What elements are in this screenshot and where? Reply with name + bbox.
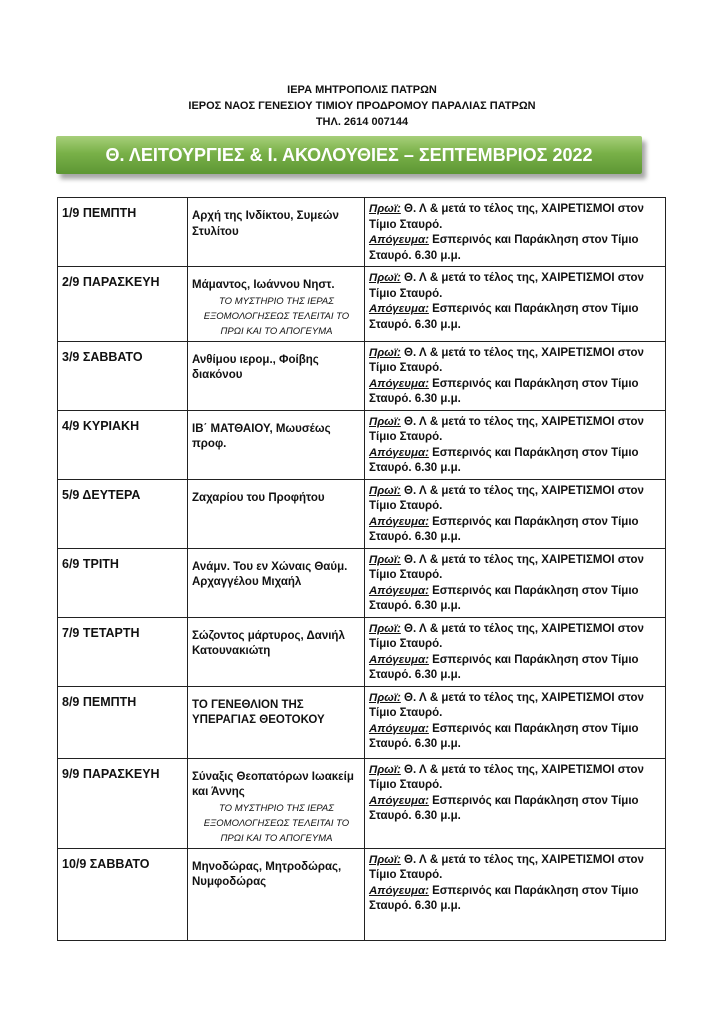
schedule-row (58, 198, 666, 267)
metropolis-name: ΙΕΡΑ ΜΗΤΡΟΠΟΛΙΣ ΠΑΤΡΩΝ (287, 84, 437, 96)
evening-label: Απόγευμα: (369, 446, 429, 459)
day-cell: 6/9 ΤΡΙΤΗ (58, 548, 188, 617)
day-cell: 3/9 ΣΑΒΒΑΤΟ (58, 341, 188, 410)
saint-cell (188, 267, 365, 342)
day-cell: 1/9 ΠΕΜΠΤΗ (58, 198, 188, 267)
services-cell (365, 341, 666, 410)
services-cell (365, 548, 666, 617)
saint-name: Μάμαντος, Ιωάννου Νηστ. (192, 279, 335, 291)
services-cell (365, 686, 666, 758)
day-cell: 2/9 ΠΑΡΑΣΚΕΥΗ (58, 267, 188, 342)
saint-cell (188, 758, 365, 848)
services-cell (365, 479, 666, 548)
evening-label: Απόγευμα: (369, 584, 429, 597)
saint-cell (188, 548, 365, 617)
morning-label: Πρωϊ: (369, 484, 401, 497)
saint-name: Σώζοντος μάρτυρος, Δανιήλ Κατουνακιώτη (192, 629, 345, 657)
day-cell: 7/9 ΤΕΤΑΡΤΗ (58, 617, 188, 686)
evening-service (369, 884, 662, 915)
morning-service (369, 271, 662, 302)
evening-text: Εσπερινός και Παράκληση στον Τίμιο Σταυρό. 6.30 μ.μ. (369, 653, 639, 681)
evening-text: Εσπερινός και Παράκληση στον Τίμιο Σταυρό. 6.30 μ.μ. (369, 234, 639, 262)
saint-cell (188, 410, 365, 479)
evening-text: Εσπερινός και Παράκληση στον Τίμιο Σταυρό. 6.30 μ.μ. (369, 722, 639, 750)
phone-number: ΤΗΛ. 2614 007144 (315, 116, 409, 128)
morning-label: Πρωϊ: (369, 272, 401, 284)
saint-name: Ανάμν. Του εν Χώναις Θαύμ. Αρχαγγέλου Μιχαήλ (192, 560, 348, 588)
saint-name: Ανθίμου ιερομ., Φοίβης διακόνου (192, 353, 319, 381)
morning-service (369, 622, 662, 653)
evening-label: Απόγευμα: (369, 377, 429, 390)
morning-text: Θ. Λ & μετά το τέλος της, ΧΑΙΡΕΤΙΣΜΟΙ στον Τίμιο Σταυρό. (369, 763, 644, 791)
confession-note: ΤΟ ΜΥΣΤΗΡΙΟ ΤΗΣ ΙΕΡΑΣ ΕΞΟΜΟΛΟΓΗΣΕΩΣ ΤΕΛΕΙΤΑΙ ΤΟ ΠΡΩΙ ΚΑΙ ΤΟ ΑΠΟΓΕΥΜΑ (203, 802, 350, 844)
morning-label: Πρωϊ: (369, 346, 401, 359)
morning-label: Πρωϊ: (369, 203, 401, 215)
schedule-row (58, 267, 666, 342)
morning-text: Θ. Λ & μετά το τέλος της, ΧΑΙΡΕΤΙΣΜΟΙ στον Τίμιο Σταυρό. (369, 272, 644, 300)
morning-service (369, 553, 662, 584)
evening-service (369, 722, 662, 753)
evening-service (369, 377, 662, 408)
schedule-row (58, 686, 666, 758)
morning-service (369, 202, 662, 233)
saint-name: ΤΟ ΓΕΝΕΘΛΙΟΝ ΤΗΣ ΥΠΕΡΑΓΙΑΣ ΘΕΟΤΟΚΟΥ (192, 698, 325, 726)
day-cell: 8/9 ΠΕΜΠΤΗ (58, 686, 188, 758)
morning-text: Θ. Λ & μετά το τέλος της, ΧΑΙΡΕΤΙΣΜΟΙ στον Τίμιο Σταυρό. (369, 853, 644, 881)
day-cell: 5/9 ΔΕΥΤΕΡΑ (58, 479, 188, 548)
evening-text: Εσπερινός και Παράκληση στον Τίμιο Σταυρό. 6.30 μ.μ. (369, 794, 639, 822)
evening-service (369, 302, 662, 333)
evening-label: Απόγευμα: (369, 303, 429, 315)
evening-label: Απόγευμα: (369, 884, 429, 897)
morning-service (369, 484, 662, 515)
saint-cell (188, 341, 365, 410)
evening-text: Εσπερινός και Παράκληση στον Τίμιο Σταυρό. 6.30 μ.μ. (369, 884, 639, 912)
morning-service (369, 853, 662, 884)
saint-name: Αρχή της Ινδίκτου, Συμεών Στυλίτου (192, 210, 339, 238)
evening-label: Απόγευμα: (369, 234, 429, 246)
document-header (0, 82, 724, 130)
evening-service (369, 584, 662, 615)
morning-label: Πρωϊ: (369, 415, 401, 428)
morning-label: Πρωϊ: (369, 691, 401, 704)
schedule-row (58, 410, 666, 479)
morning-text: Θ. Λ & μετά το τέλος της, ΧΑΙΡΕΤΙΣΜΟΙ στον Τίμιο Σταυρό. (369, 484, 644, 512)
evening-label: Απόγευμα: (369, 653, 429, 666)
evening-text: Εσπερινός και Παράκληση στον Τίμιο Σταυρό. 6.30 μ.μ. (369, 515, 639, 543)
day-cell: 4/9 ΚΥΡΙΑΚΗ (58, 410, 188, 479)
morning-service (369, 763, 662, 794)
services-cell (365, 848, 666, 940)
morning-text: Θ. Λ & μετά το τέλος της, ΧΑΙΡΕΤΙΣΜΟΙ στον Τίμιο Σταυρό. (369, 203, 644, 231)
schedule-row (58, 479, 666, 548)
evening-text: Εσπερινός και Παράκληση στον Τίμιο Σταυρό. 6.30 μ.μ. (369, 584, 639, 612)
evening-label: Απόγευμα: (369, 794, 429, 807)
schedule-table (57, 197, 666, 941)
saint-name: ΙΒ΄ ΜΑΤΘΑΙΟΥ, Μωυσέως προφ. (192, 422, 331, 450)
saint-cell (188, 617, 365, 686)
morning-label: Πρωϊ: (369, 553, 401, 566)
saint-name: Σύναξις Θεοπατόρων Ιωακείμ και Άννης (192, 770, 354, 798)
services-cell (365, 617, 666, 686)
evening-service (369, 653, 662, 684)
evening-service (369, 515, 662, 546)
morning-label: Πρωϊ: (369, 622, 401, 635)
saint-cell (188, 848, 365, 940)
saint-name: Ζαχαρίου του Προφήτου (192, 491, 325, 504)
services-cell (365, 267, 666, 342)
schedule-row (58, 758, 666, 848)
morning-text: Θ. Λ & μετά το τέλος της, ΧΑΙΡΕΤΙΣΜΟΙ στον Τίμιο Σταυρό. (369, 415, 644, 443)
evening-text: Εσπερινός και Παράκληση στον Τίμιο Σταυρό. 6.30 μ.μ. (369, 377, 639, 405)
morning-service (369, 415, 662, 446)
evening-label: Απόγευμα: (369, 722, 429, 735)
title-banner (52, 136, 652, 178)
services-cell (365, 198, 666, 267)
evening-text: Εσπερινός και Παράκληση στον Τίμιο Σταυρό. 6.30 μ.μ. (369, 303, 639, 331)
evening-text: Εσπερινός και Παράκληση στον Τίμιο Σταυρό. 6.30 μ.μ. (369, 446, 639, 474)
schedule-row (58, 548, 666, 617)
schedule-row (58, 617, 666, 686)
services-cell (365, 410, 666, 479)
services-cell (365, 758, 666, 848)
evening-service (369, 446, 662, 477)
church-name: ΙΕΡΟΣ ΝΑΟΣ ΓΕΝΕΣΙΟΥ ΤΙΜΙΟΥ ΠΡΟΔΡΟΜΟΥ ΠΑΡΑΛΙΑΣ ΠΑΤΡΩΝ (188, 100, 536, 112)
saint-cell (188, 686, 365, 758)
saint-name: Μηνοδώρας, Μητροδώρας, Νυμφοδώρας (192, 860, 342, 888)
morning-service (369, 346, 662, 377)
morning-text: Θ. Λ & μετά το τέλος της, ΧΑΙΡΕΤΙΣΜΟΙ στον Τίμιο Σταυρό. (369, 622, 644, 650)
morning-text: Θ. Λ & μετά το τέλος της, ΧΑΙΡΕΤΙΣΜΟΙ στον Τίμιο Σταυρό. (369, 346, 644, 374)
evening-service (369, 794, 662, 825)
day-cell: 9/9 ΠΑΡΑΣΚΕΥΗ (58, 758, 188, 848)
day-cell: 10/9 ΣΑΒΒΑΤΟ (58, 848, 188, 940)
evening-label: Απόγευμα: (369, 515, 429, 528)
evening-service (369, 233, 662, 264)
morning-text: Θ. Λ & μετά το τέλος της, ΧΑΙΡΕΤΙΣΜΟΙ στον Τίμιο Σταυρό. (369, 553, 644, 581)
morning-label: Πρωϊ: (369, 853, 401, 866)
saint-cell (188, 479, 365, 548)
morning-label: Πρωϊ: (369, 763, 401, 776)
morning-text: Θ. Λ & μετά το τέλος της, ΧΑΙΡΕΤΙΣΜΟΙ στον Τίμιο Σταυρό. (369, 691, 644, 719)
schedule-row (58, 848, 666, 940)
schedule-row (58, 341, 666, 410)
morning-service (369, 691, 662, 722)
saint-cell (188, 198, 365, 267)
banner-title: Θ. ΛΕΙΤΟΥΡΓΙΕΣ & Ι. ΑΚΟΛΟΥΘΙΕΣ – ΣΕΠΤΕΜΒΡΙΟΣ 2022 (56, 136, 642, 174)
confession-note: ΤΟ ΜΥΣΤΗΡΙΟ ΤΗΣ ΙΕΡΑΣ ΕΞΟΜΟΛΟΓΗΣΕΩΣ ΤΕΛΕΙΤΑΙ ΤΟ ΠΡΩΙ ΚΑΙ ΤΟ ΑΠΟΓΕΥΜΑ (203, 295, 350, 337)
